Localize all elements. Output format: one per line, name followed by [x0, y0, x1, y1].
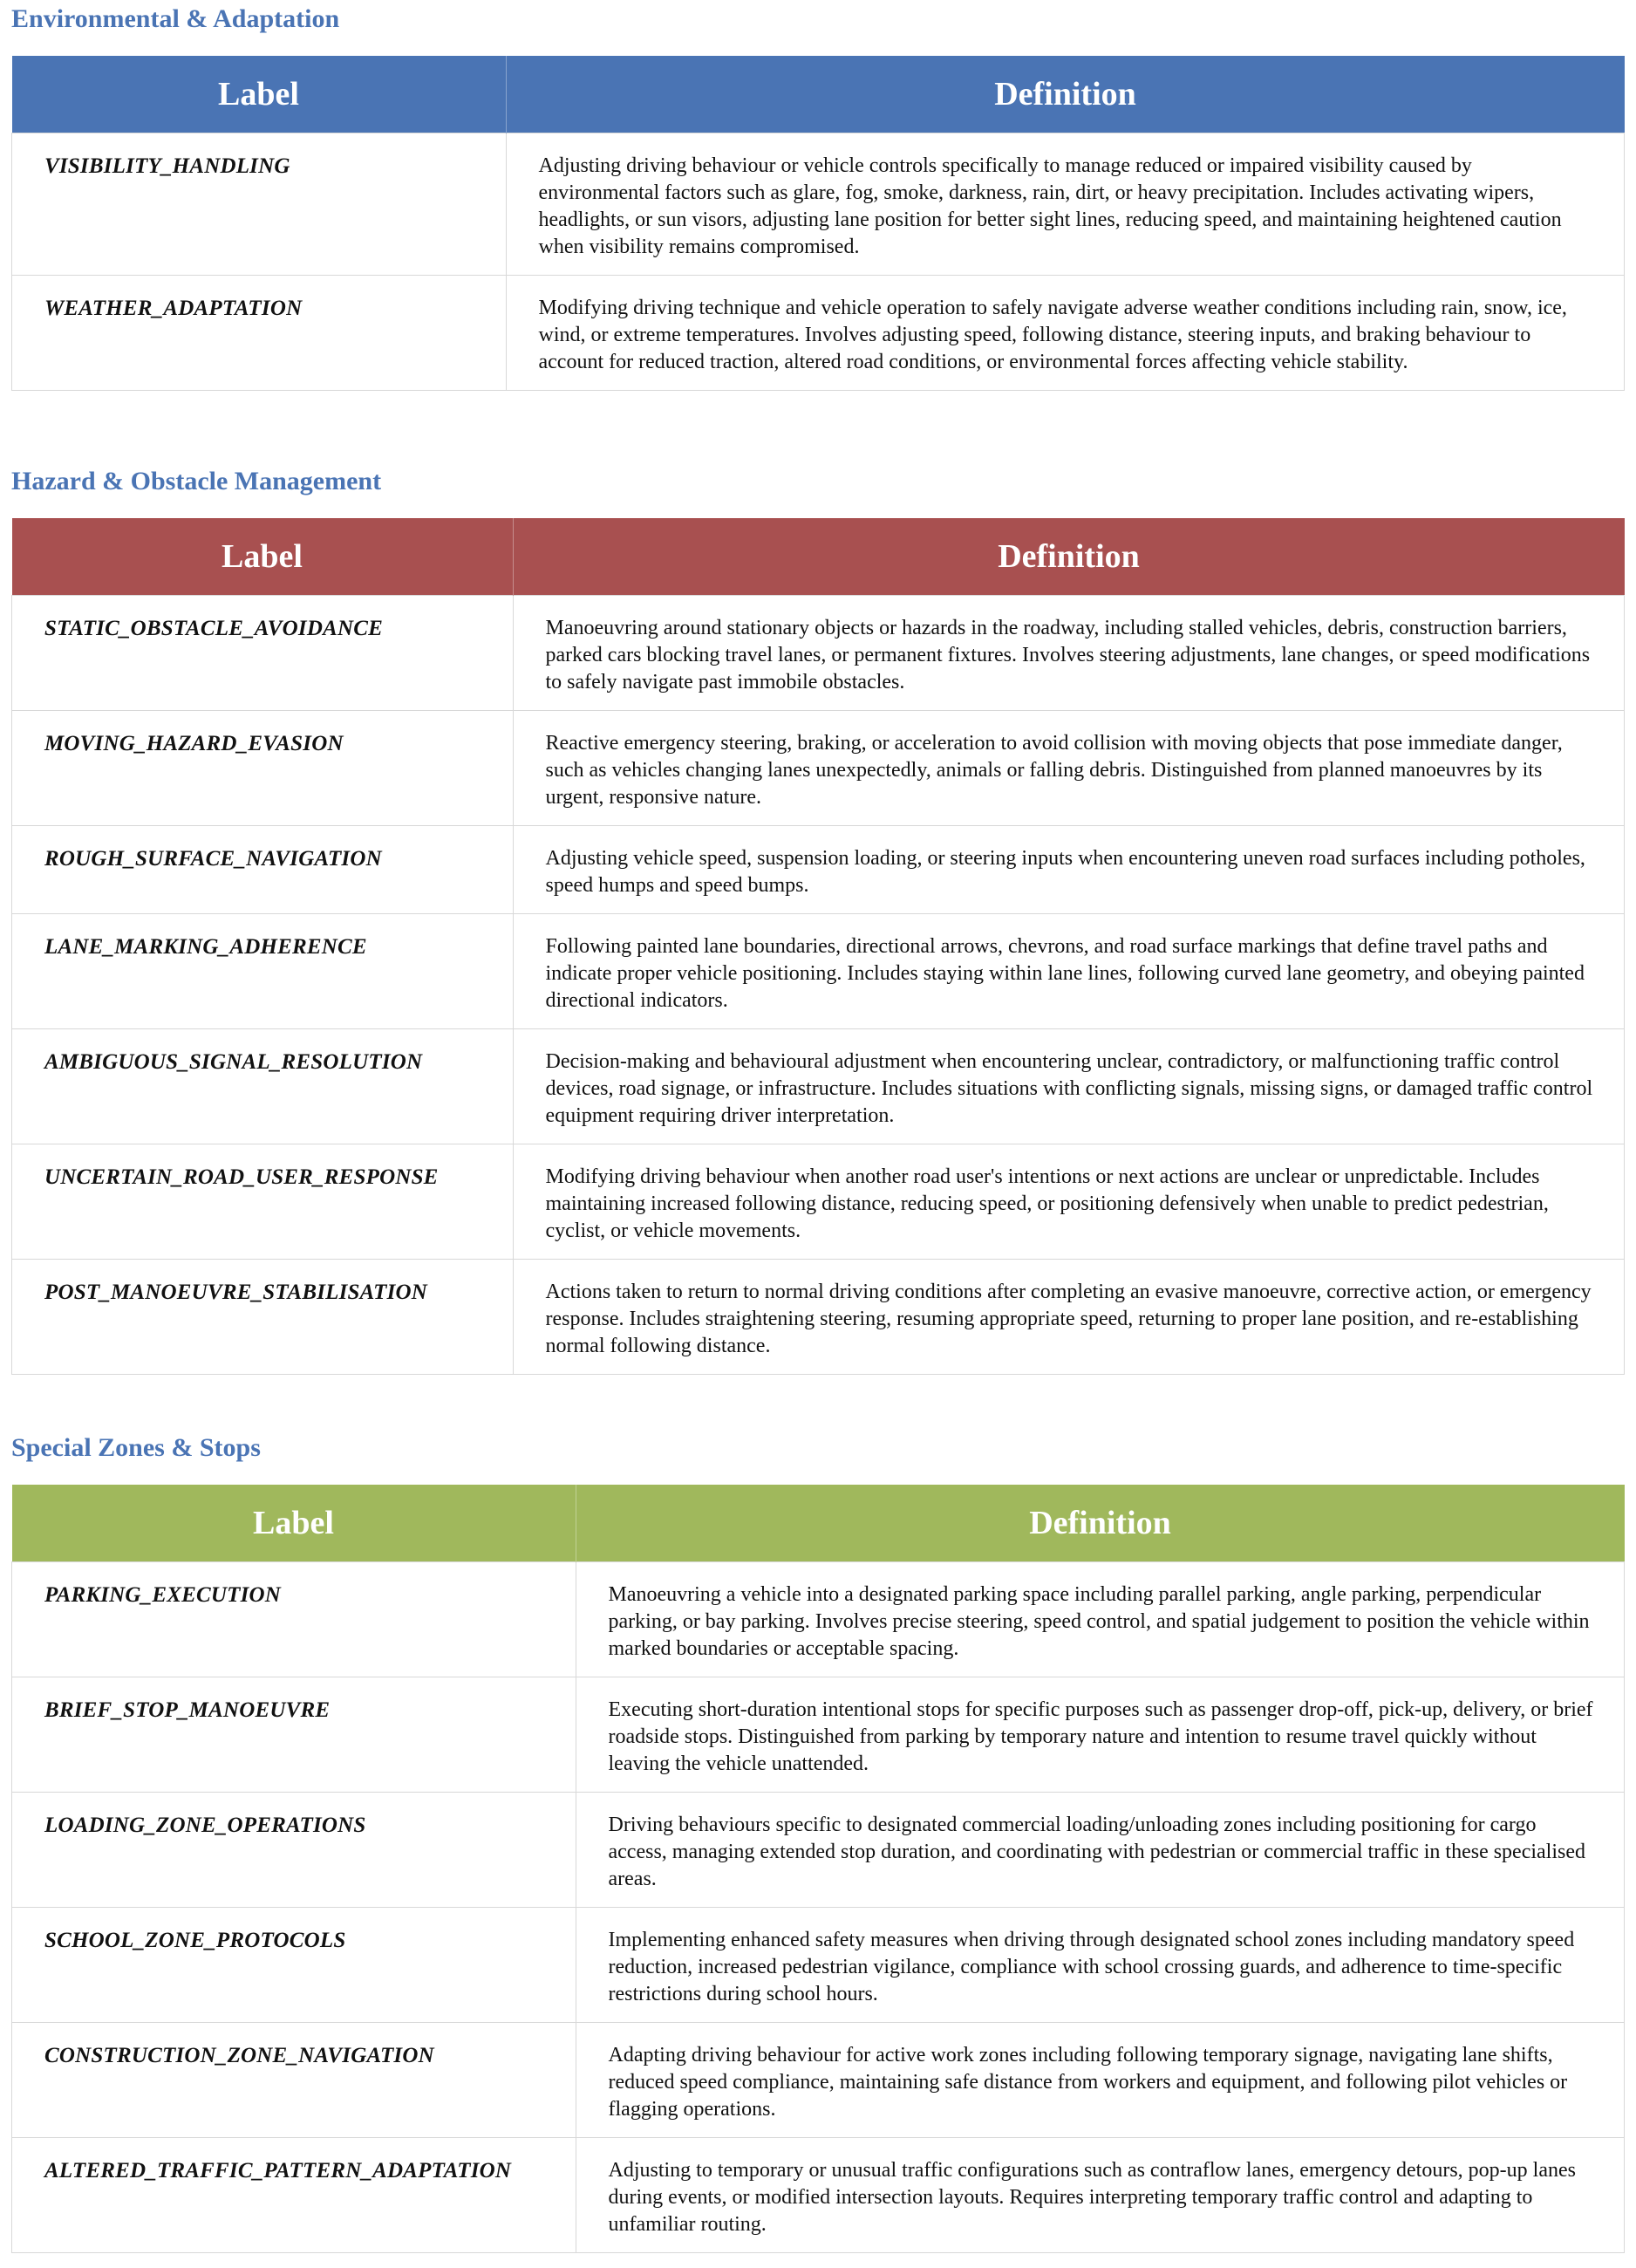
table-row — [12, 1677, 1625, 1793]
section-hazard — [11, 462, 1625, 1375]
section-environmental — [11, 0, 1625, 391]
table-row — [12, 2023, 1625, 2138]
table-row — [12, 1562, 1625, 1677]
definitions-table — [11, 518, 1625, 1375]
section-title: Special Zones & Stops — [11, 1433, 261, 1462]
table-row — [12, 1793, 1625, 1908]
table-header-row — [12, 1485, 1625, 1562]
table-row — [12, 2138, 1625, 2253]
definitions-table — [11, 56, 1625, 391]
row-definition: Executing short-duration intentional stops for specific purposes such as passenger drop-off, pick-up, delivery, or brief roadside stops. Distinguished from parking by temporary nature and intention to resume travel quickly without leaving the vehicle unattended. — [576, 1677, 1625, 1793]
row-label: UNCERTAIN_ROAD_USER_RESPONSE — [12, 1144, 514, 1260]
table-header-row — [12, 56, 1625, 133]
label-column-header: Label — [12, 518, 514, 596]
row-definition: Modifying driving technique and vehicle operation to safely navigate adverse weather conditions including rain, snow, ice, wind, or extreme temperatures. Involves adjusting speed, following distance, steering inputs, and braking behaviour to account for reduced traction, altered road conditions, or environmental forces affecting vehicle stability. — [506, 276, 1625, 391]
row-definition: Adjusting to temporary or unusual traffic configurations such as contraflow lanes, emergency detours, pop-up lanes during events, or modified intersection layouts. Requires interpreting temporary traffic control and adapting to unfamiliar routing. — [576, 2138, 1625, 2253]
table-row — [12, 1908, 1625, 2023]
label-column-header: Label — [12, 1485, 576, 1562]
row-definition: Following painted lane boundaries, directional arrows, chevrons, and road surface markings that define travel paths and indicate proper vehicle positioning. Includes staying within lane lines, following curved lane geometry, and obeying painted directional indicators. — [513, 914, 1625, 1029]
row-label: VISIBILITY_HANDLING — [12, 133, 507, 276]
table-row — [12, 276, 1625, 391]
row-label: LANE_MARKING_ADHERENCE — [12, 914, 514, 1029]
row-label: ROUGH_SURFACE_NAVIGATION — [12, 826, 514, 914]
label-column-header: Label — [12, 56, 507, 133]
definitions-table — [11, 1485, 1625, 2253]
table-row — [12, 1144, 1625, 1260]
row-label: WEATHER_ADAPTATION — [12, 276, 507, 391]
row-label: LOADING_ZONE_OPERATIONS — [12, 1793, 576, 1908]
definition-column-header: Definition — [513, 518, 1625, 596]
row-definition: Adjusting driving behaviour or vehicle controls specifically to manage reduced or impaired visibility caused by environmental factors such as glare, fog, smoke, darkness, rain, dirt, or heavy precipitation. Includes activating wipers, headlights, or sun visors, adjusting lane position for better sight lines, reducing speed, and maintaining heightened caution when visibility remains compromised. — [506, 133, 1625, 276]
row-label: PARKING_EXECUTION — [12, 1562, 576, 1677]
table-row — [12, 1029, 1625, 1144]
table-row — [12, 711, 1625, 826]
row-definition: Implementing enhanced safety measures when driving through designated school zones including mandatory speed reduction, increased pedestrian vigilance, compliance with school crossing guards, and adherence to time-specific restrictions during school hours. — [576, 1908, 1625, 2023]
definition-column-header: Definition — [506, 56, 1625, 133]
section-title: Hazard & Obstacle Management — [11, 467, 382, 495]
row-definition: Decision-making and behavioural adjustment when encountering unclear, contradictory, or malfunctioning traffic control devices, road signage, or infrastructure. Includes situations with conflicting signals, missing signs, or damaged traffic control equipment requiring driver interpretation. — [513, 1029, 1625, 1144]
row-definition: Manoeuvring around stationary objects or hazards in the roadway, including stalled vehicles, debris, construction barriers, parked cars blocking travel lanes, or permanent fixtures. Involves steering adjustments, lane changes, or speed modifications to safely navigate past immobile obstacles. — [513, 596, 1625, 711]
definition-column-header: Definition — [576, 1485, 1625, 1562]
row-definition: Driving behaviours specific to designated commercial loading/unloading zones including positioning for cargo access, managing extended stop duration, and coordinating with pedestrian or commercial traffic in these specialised areas. — [576, 1793, 1625, 1908]
table-row — [12, 596, 1625, 711]
table-header-row — [12, 518, 1625, 596]
row-definition: Adapting driving behaviour for active work zones including following temporary signage, navigating lane shifts, reduced speed compliance, maintaining safe distance from workers and equipment, and following pilot vehicles or flagging operations. — [576, 2023, 1625, 2138]
table-row — [12, 133, 1625, 276]
row-label: ALTERED_TRAFFIC_PATTERN_ADAPTATION — [12, 2138, 576, 2253]
section-title: Environmental & Adaptation — [11, 4, 340, 33]
row-definition: Modifying driving behaviour when another road user's intentions or next actions are unclear or unpredictable. Includes maintaining increased following distance, reducing speed, or positioning defensively when unable to predict pedestrian, cyclist, or vehicle movements. — [513, 1144, 1625, 1260]
table-row — [12, 1260, 1625, 1375]
table-row — [12, 914, 1625, 1029]
row-definition: Manoeuvring a vehicle into a designated parking space including parallel parking, angle parking, perpendicular parking, or bay parking. Involves precise steering, speed control, and spatial judgement to position the vehicle within marked boundaries or acceptable spacing. — [576, 1562, 1625, 1677]
table-row — [12, 826, 1625, 914]
row-label: SCHOOL_ZONE_PROTOCOLS — [12, 1908, 576, 2023]
row-label: STATIC_OBSTACLE_AVOIDANCE — [12, 596, 514, 711]
row-label: BRIEF_STOP_MANOEUVRE — [12, 1677, 576, 1793]
row-label: POST_MANOEUVRE_STABILISATION — [12, 1260, 514, 1375]
row-label: CONSTRUCTION_ZONE_NAVIGATION — [12, 2023, 576, 2138]
row-label: MOVING_HAZARD_EVASION — [12, 711, 514, 826]
row-definition: Reactive emergency steering, braking, or acceleration to avoid collision with moving objects that pose immediate danger, such as vehicles changing lanes unexpectedly, animals or falling debris. Distinguished from planned manoeuvres by its urgent, responsive nature. — [513, 711, 1625, 826]
row-label: AMBIGUOUS_SIGNAL_RESOLUTION — [12, 1029, 514, 1144]
row-definition: Actions taken to return to normal driving conditions after completing an evasive manoeuvre, corrective action, or emergency response. Includes straightening steering, resuming appropriate speed, returning to proper lane position, and re-establishing normal following distance. — [513, 1260, 1625, 1375]
row-definition: Adjusting vehicle speed, suspension loading, or steering inputs when encountering uneven road surfaces including potholes, speed humps and speed bumps. — [513, 826, 1625, 914]
section-special-zones — [11, 1429, 1625, 2253]
